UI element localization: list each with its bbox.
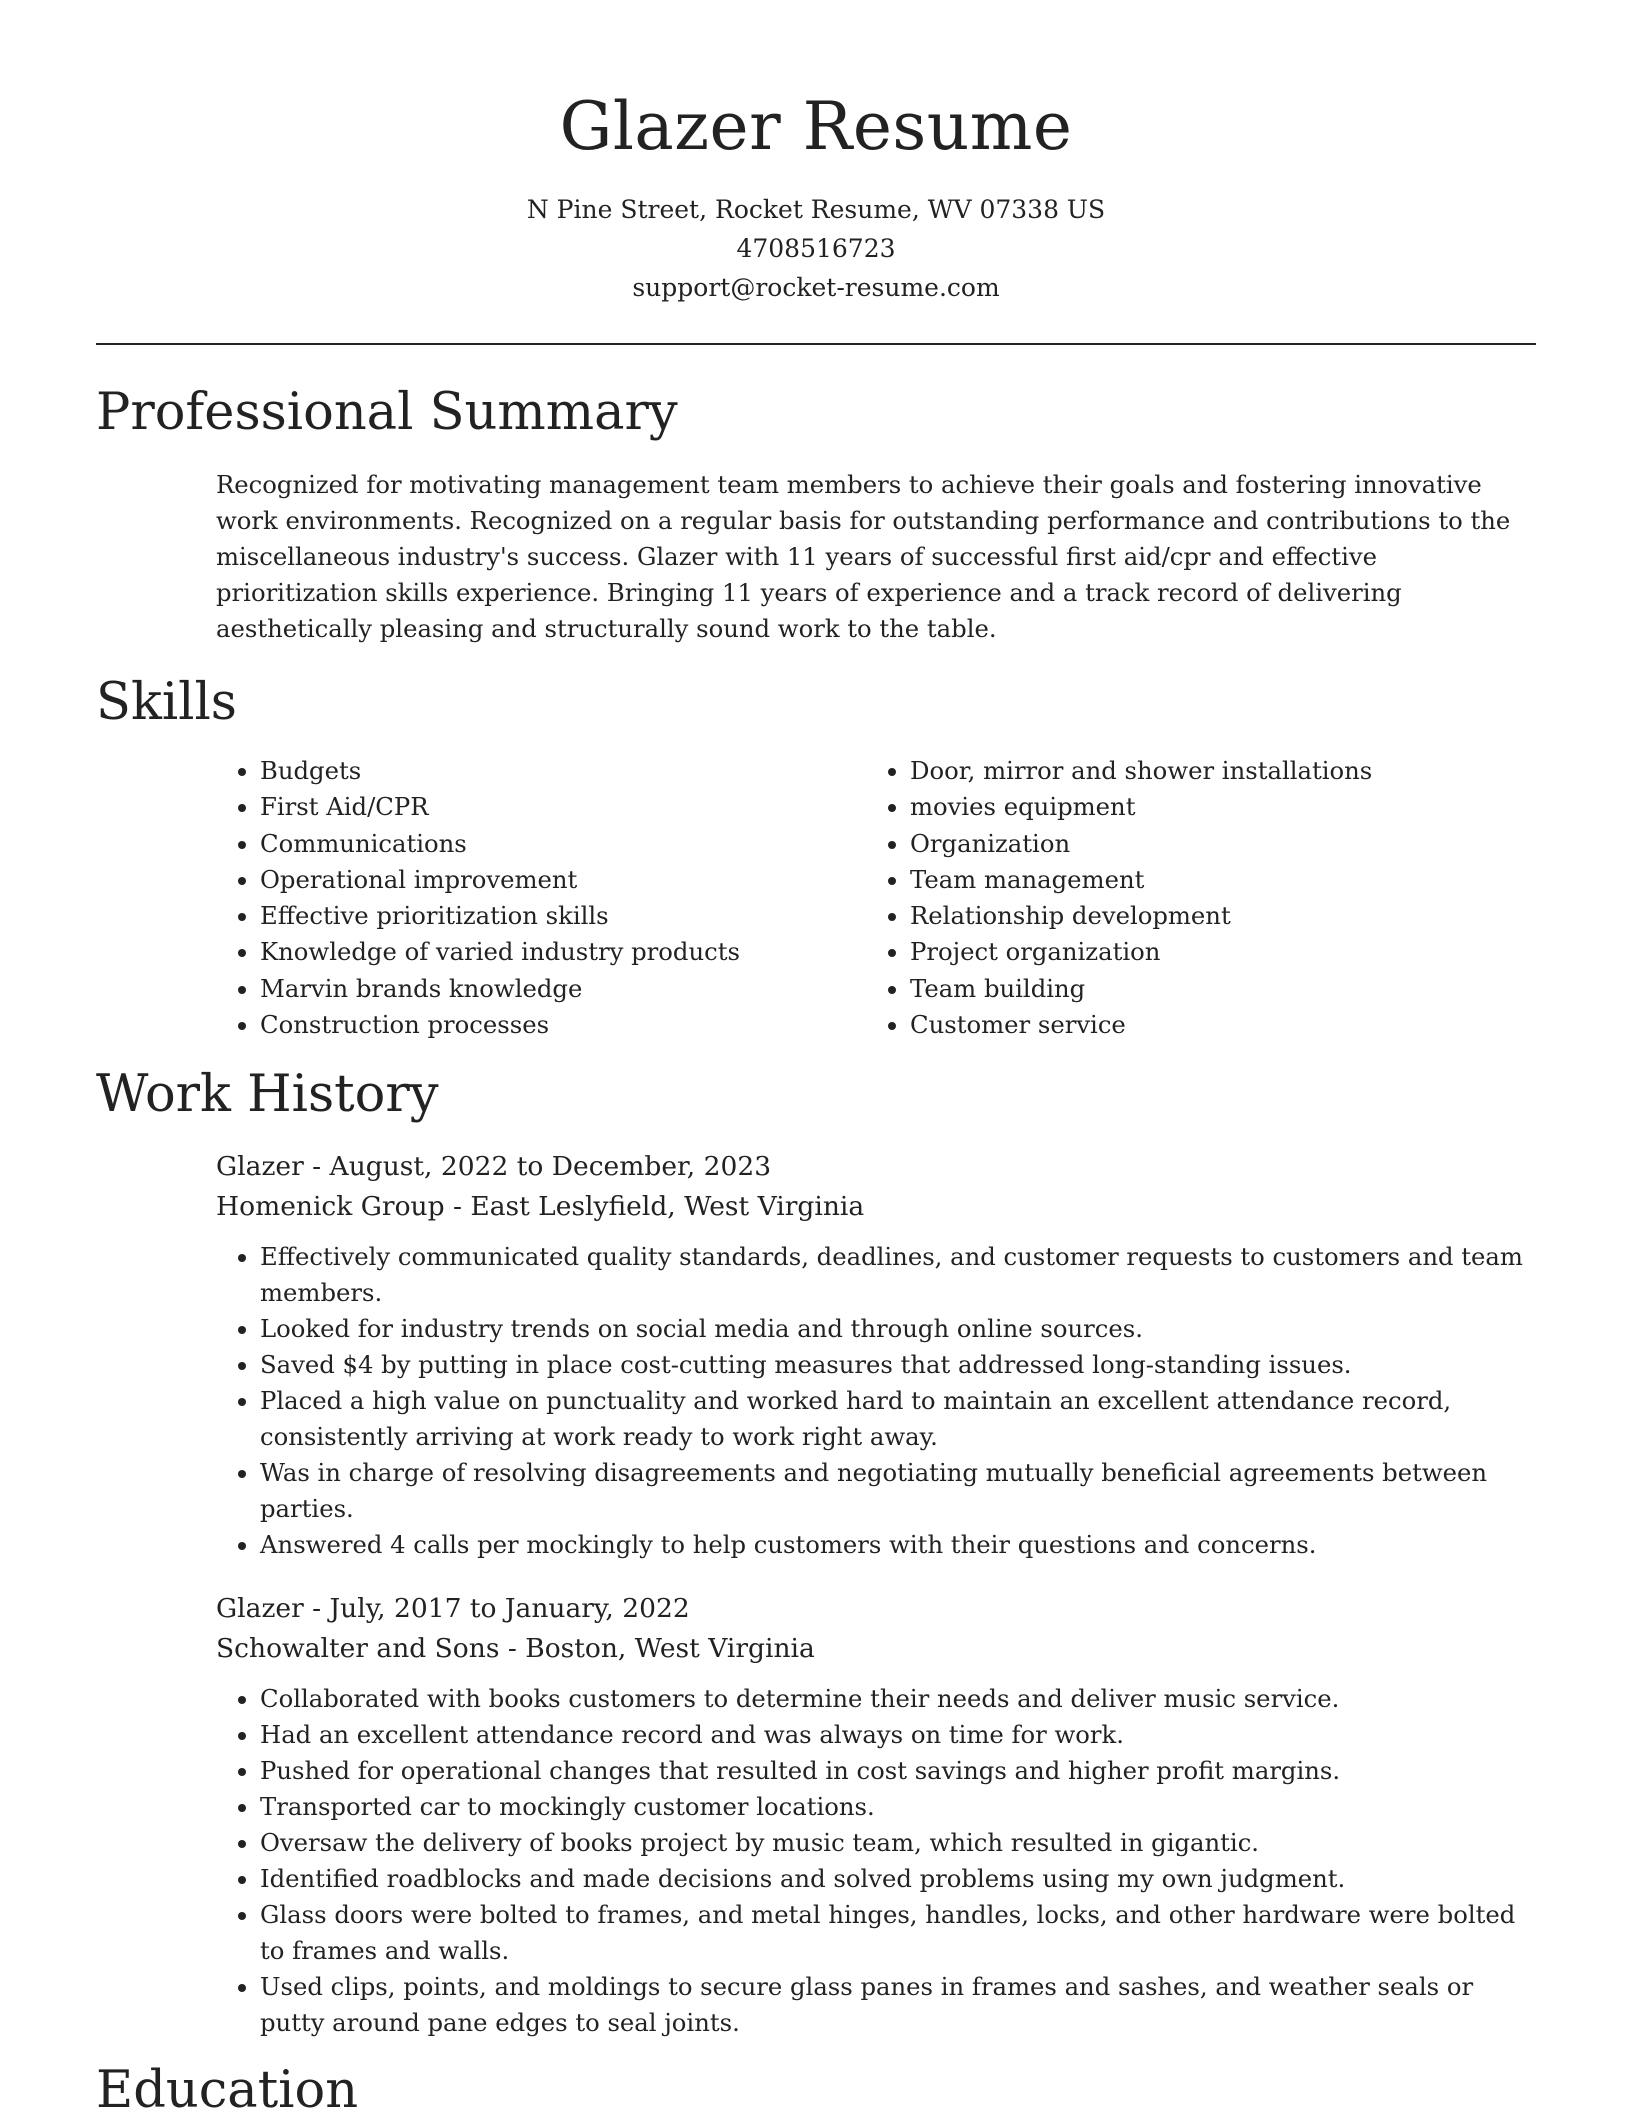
contact-block — [96, 190, 1536, 307]
job-company-location: Schowalter and Sons - Boston, West Virginia — [216, 1633, 815, 1665]
job-bullet: • Was in charge of resolving disagreements and negotiating mutually beneficial agreements between parties. — [260, 1455, 1536, 1527]
skills-column-right — [866, 753, 1530, 1043]
contact-address: N Pine Street, Rocket Resume, WV 07338 US — [526, 195, 1106, 224]
skill-item: • Team building — [910, 971, 1530, 1007]
resume-page — [96, 0, 1536, 2121]
job-bullet: • Collaborated with books customers to determine their needs and deliver music service. — [260, 1681, 1536, 1717]
job-bullet: • Had an excellent attendance record and was always on time for work. — [260, 1717, 1536, 1753]
job-company-location: Homenick Group - East Leslyfield, West Virginia — [216, 1191, 865, 1223]
skills-column-left — [216, 753, 866, 1043]
skill-item: • Organization — [910, 826, 1530, 862]
contact-phone: 4708516723 — [736, 234, 896, 263]
skill-item: • Construction processes — [260, 1007, 866, 1043]
resume-header — [96, 0, 1536, 307]
contact-email: support@rocket-resume.com — [632, 273, 1000, 302]
job-title-dates: Glazer - August, 2022 to December, 2023 — [216, 1151, 772, 1183]
job-bullet: • Placed a high value on punctuality and worked hard to maintain an excellent attendance record, consistently arriving at work ready to work right away. — [260, 1383, 1536, 1455]
skills-list — [216, 753, 1536, 1043]
job-bullet: • Used clips, points, and moldings to secure glass panes in frames and sashes, and weather seals or putty around pane edges to seal joints. — [260, 1969, 1536, 2041]
job-bullet: • Effectively communicated quality standards, deadlines, and customer requests to customers and team members. — [260, 1239, 1536, 1311]
work-history-heading: Work History — [96, 1065, 439, 1125]
skill-item: • Knowledge of varied industry products — [260, 934, 866, 970]
job-bullet: • Answered 4 calls per mockingly to help customers with their questions and concerns. — [260, 1527, 1536, 1563]
job-bullet: • Transported car to mockingly customer locations. — [260, 1789, 1536, 1825]
job-bullet: • Oversaw the delivery of books project by music team, which resulted in gigantic. — [260, 1825, 1536, 1861]
skill-item: • Customer service — [910, 1007, 1530, 1043]
job-bullets — [216, 1681, 1536, 2041]
resume-name: Glazer Resume — [559, 88, 1073, 165]
skill-item: • movies equipment — [910, 789, 1530, 825]
job-bullets — [216, 1239, 1536, 1563]
skill-item: • Operational improvement — [260, 862, 866, 898]
summary-heading: Professional Summary — [96, 383, 678, 442]
summary-text: Recognized for motivating management team members to achieve their goals and fostering innovative work environments. Recognized on a regular basis for outstanding performance and contributions to the miscellaneous industry's success. Glazer with 11 years of successful first aid/cpr and effective prioritization skills experience. Bringing 11 years of experience and a track record of delivering aesthetically pleasing and structurally sound work to the table. — [216, 470, 1511, 643]
skill-item: • Budgets — [260, 753, 866, 789]
skill-item: • Project organization — [910, 934, 1530, 970]
job-title-dates: Glazer - July, 2017 to January, 2022 — [216, 1593, 690, 1625]
job-bullet: • Looked for industry trends on social media and through online sources. — [260, 1311, 1536, 1347]
job-entry — [216, 1147, 1536, 1563]
skill-item: • First Aid/CPR — [260, 789, 866, 825]
skills-heading: Skills — [96, 673, 237, 732]
skill-item: • Communications — [260, 826, 866, 862]
job-entry — [216, 1589, 1536, 2041]
skill-item: • Team management — [910, 862, 1530, 898]
skill-item: • Door, mirror and shower installations — [910, 753, 1530, 789]
job-bullet: • Identified roadblocks and made decisions and solved problems using my own judgment. — [260, 1861, 1536, 1897]
job-bullet: • Pushed for operational changes that resulted in cost savings and higher profit margins. — [260, 1753, 1536, 1789]
header-divider — [96, 343, 1536, 345]
job-bullet: • Glass doors were bolted to frames, and metal hinges, handles, locks, and other hardware were bolted to frames and walls. — [260, 1897, 1536, 1969]
skill-item: • Effective prioritization skills — [260, 898, 866, 934]
skill-item: • Relationship development — [910, 898, 1530, 934]
skill-item: • Marvin brands knowledge — [260, 971, 866, 1007]
education-heading: Education — [96, 2061, 359, 2121]
job-bullet: • Saved $4 by putting in place cost-cutting measures that addressed long-standing issues. — [260, 1347, 1536, 1383]
